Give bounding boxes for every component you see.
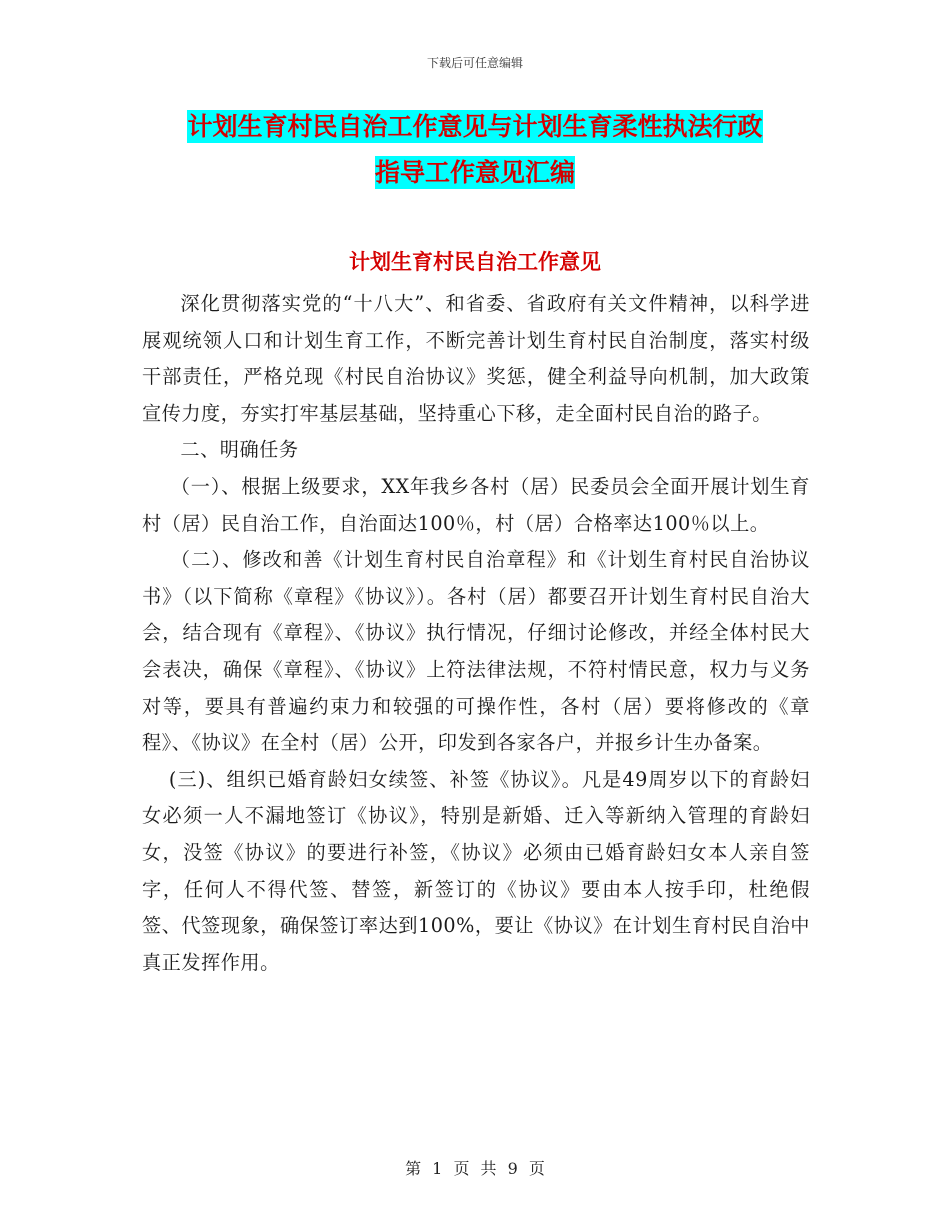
paragraph-heading-2: 二、明确任务 bbox=[180, 438, 299, 462]
paragraph-item-1: （一）、根据上级要求，XX年我乡各村（居）民委员会全面开展计划生育村（居）民自治工作，自治面达100％，村（居）合格率达100％以上。 bbox=[142, 474, 810, 535]
document-title-line-1: 计划生育村民自治工作意见与计划生育柔性执法行政 bbox=[187, 112, 763, 141]
document-title bbox=[140, 104, 810, 196]
document-body bbox=[142, 286, 810, 981]
page-footer: 第 1 页 共 9 页 bbox=[405, 1159, 545, 1178]
section-title: 计划生育村民自治工作意见 bbox=[349, 250, 601, 274]
document-title-line-2: 指导工作意见汇编 bbox=[374, 158, 575, 187]
paragraph-item-2: （二）、修改和善《计划生育村民自治章程》和《计划生育村民自治协议书》（以下简称《章程》《协议》）。各村（居）都要召开计划生育村民自治大会，结合现有《章程》、《协议》执行情况，仔细讨论修改，并经全体村民大会表决，确保《章程》、《协议》上符法律法规，不符村情民意，权力与义务对等，要具有普遍约束力和较强的可操作性，各村（居）要将修改的《章程》、《协议》在全村（居）公开，印发到各家各户，并报乡计生办备案。 bbox=[142, 548, 810, 755]
paragraph-item-3: (三)、组织已婚育龄妇女续签、补签《协议》。凡是49周岁以下的育龄妇女必须一人不漏地签订《协议》，特别是新婚、迁入等新纳入管理的育龄妇女，没签《协议》的要进行补签，《协议》必须由已婚育龄妇女本人亲自签字，任何人不得代签、替签，新签订的《协议》要由本人按手印，杜绝假签、代签现象，确保签订率达到100%，要让《协议》在计划生育村民自治中真正发挥作用。 bbox=[142, 767, 810, 974]
header-note: 下载后可任意编辑 bbox=[426, 56, 523, 70]
paragraph-intro: 深化贯彻落实党的“十八大”、和省委、省政府有关文件精神，以科学进展观统领人口和计划生育工作，不断完善计划生育村民自治制度，落实村级干部责任，严格兑现《村民自治协议》奖惩，健全利益导向机制，加大政策宣传力度，夯实打牢基层基础，坚持重心下移，走全面村民自治的路子。 bbox=[142, 292, 810, 425]
